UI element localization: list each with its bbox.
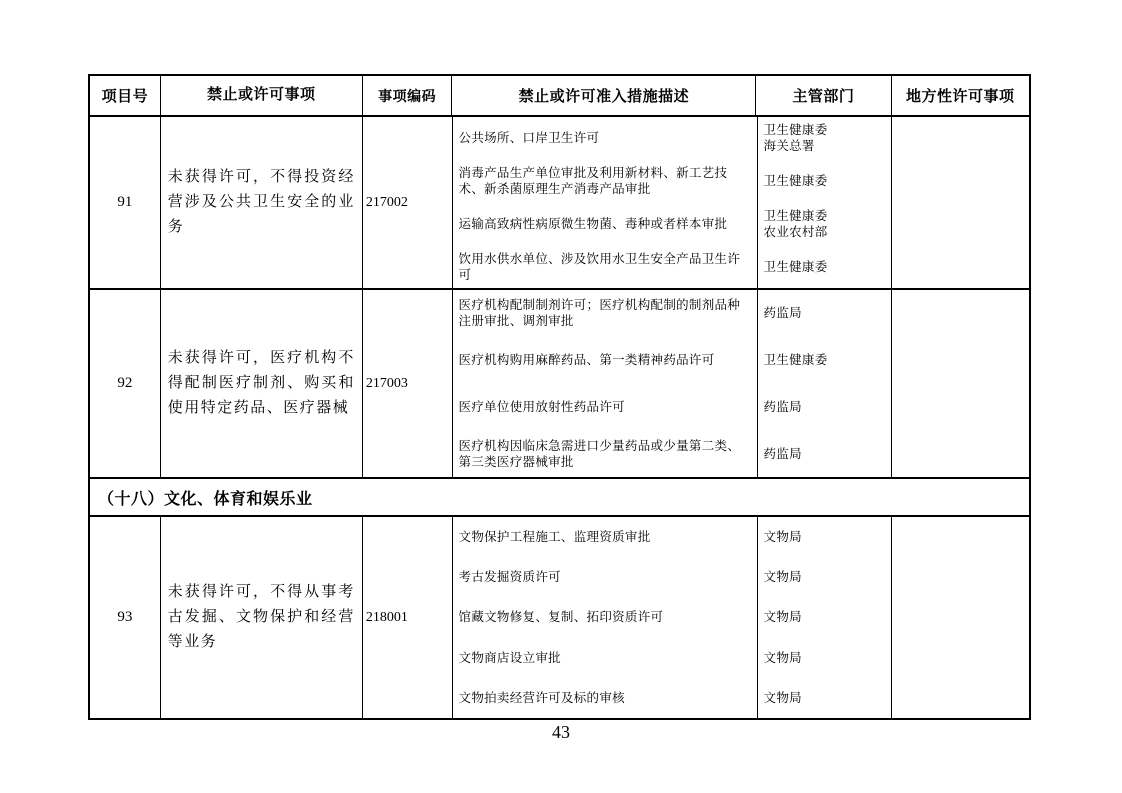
department-name: 文物局 bbox=[763, 690, 802, 705]
local-license-cell bbox=[892, 290, 1029, 477]
department-name: 文物局 bbox=[763, 650, 802, 665]
column-header-measures: 禁止或许可准入措施描述 bbox=[452, 76, 756, 115]
measures-departments-grid bbox=[453, 517, 892, 718]
column-header-item-no: 项目号 bbox=[90, 76, 161, 115]
measure-text: 医疗机构因临床急需进口少量药品或少量第二类、第三类医疗器械审批 bbox=[453, 430, 758, 477]
department-cell bbox=[758, 203, 892, 246]
measure-text: 馆藏文物修复、复制、拓印资质许可 bbox=[453, 597, 758, 637]
column-header-code: 事项编码 bbox=[363, 76, 453, 115]
department-cell bbox=[758, 430, 892, 477]
department-cell bbox=[758, 638, 892, 678]
item-desc-cell: 未获得许可，不得从事考古发掘、文物保护和经营等业务 bbox=[161, 517, 363, 718]
item-code-cell: 218001 bbox=[363, 517, 453, 718]
department-name: 卫生健康委 bbox=[763, 174, 828, 189]
department-name: 药监局 bbox=[763, 399, 802, 414]
item-desc-cell: 未获得许可，医疗机构不得配制医疗制剂、购买和使用特定药品、医疗器械 bbox=[161, 290, 363, 477]
department-cell bbox=[758, 117, 892, 160]
department-name: 药监局 bbox=[763, 306, 802, 321]
table-row bbox=[90, 517, 1029, 718]
table-body bbox=[90, 117, 1029, 718]
department-cell bbox=[758, 517, 892, 557]
department-name: 卫生健康委 bbox=[763, 123, 828, 138]
department-cell bbox=[758, 557, 892, 597]
local-license-cell bbox=[892, 117, 1029, 288]
section-header-label: （十八）文化、体育和娱乐业 bbox=[98, 490, 313, 508]
department-name: 卫生健康委 bbox=[763, 208, 828, 223]
page-number: 43 bbox=[552, 722, 570, 742]
table-row bbox=[90, 117, 1029, 290]
item-code-cell: 217003 bbox=[363, 290, 453, 477]
department-name: 卫生健康委 bbox=[763, 353, 828, 368]
measure-text: 消毒产品生产单位审批及利用新材料、新工艺技术、新杀菌原理生产消毒产品审批 bbox=[453, 160, 758, 203]
item-no-cell: 91 bbox=[90, 117, 161, 288]
item-code-cell: 217002 bbox=[363, 117, 453, 288]
section-header-row bbox=[90, 479, 1029, 517]
measure-text: 文物保护工程施工、监理资质审批 bbox=[453, 517, 758, 557]
item-no-cell: 92 bbox=[90, 290, 161, 477]
measure-text: 医疗机构购用麻醉药品、第一类精神药品许可 bbox=[453, 337, 758, 384]
local-license-cell bbox=[892, 517, 1029, 718]
department-cell bbox=[758, 337, 892, 384]
measure-text: 文物拍卖经营许可及标的审核 bbox=[453, 678, 758, 718]
department-cell bbox=[758, 678, 892, 718]
measure-text: 文物商店设立审批 bbox=[453, 638, 758, 678]
measure-text: 医疗机构配制制剂许可；医疗机构配制的制剂品种注册审批、调剂审批 bbox=[453, 290, 758, 337]
column-header-department: 主管部门 bbox=[756, 76, 891, 115]
measure-text: 运输高致病性病原微生物菌、毒种或者样本审批 bbox=[453, 203, 758, 246]
measure-text: 考古发掘资质许可 bbox=[453, 557, 758, 597]
department-name: 药监局 bbox=[763, 446, 802, 461]
measure-text: 公共场所、口岸卫生许可 bbox=[453, 117, 758, 160]
department-name: 农业农村部 bbox=[763, 224, 828, 239]
measure-text: 饮用水供水单位、涉及饮用水卫生安全产品卫生许可 bbox=[453, 245, 758, 288]
department-cell bbox=[758, 384, 892, 431]
negative-list-table bbox=[88, 74, 1031, 720]
column-header-local: 地方性许可事项 bbox=[906, 89, 1015, 105]
department-cell bbox=[758, 245, 892, 288]
item-no-cell: 93 bbox=[90, 517, 161, 718]
department-name: 海关总署 bbox=[763, 139, 815, 154]
department-name: 文物局 bbox=[763, 570, 802, 585]
department-name: 文物局 bbox=[763, 530, 802, 545]
department-name: 文物局 bbox=[763, 610, 802, 625]
table-header-row bbox=[90, 76, 1029, 117]
department-cell bbox=[758, 290, 892, 337]
measures-departments-grid bbox=[453, 290, 892, 477]
column-header-item: 禁止或许可事项 bbox=[161, 76, 363, 115]
measures-departments-grid bbox=[453, 117, 892, 288]
item-desc-cell: 未获得许可，不得投资经营涉及公共卫生安全的业务 bbox=[161, 117, 363, 288]
department-cell bbox=[758, 597, 892, 637]
measure-text: 医疗单位使用放射性药品许可 bbox=[453, 384, 758, 431]
department-cell bbox=[758, 160, 892, 203]
table-row bbox=[90, 290, 1029, 479]
department-name: 卫生健康委 bbox=[763, 259, 828, 274]
